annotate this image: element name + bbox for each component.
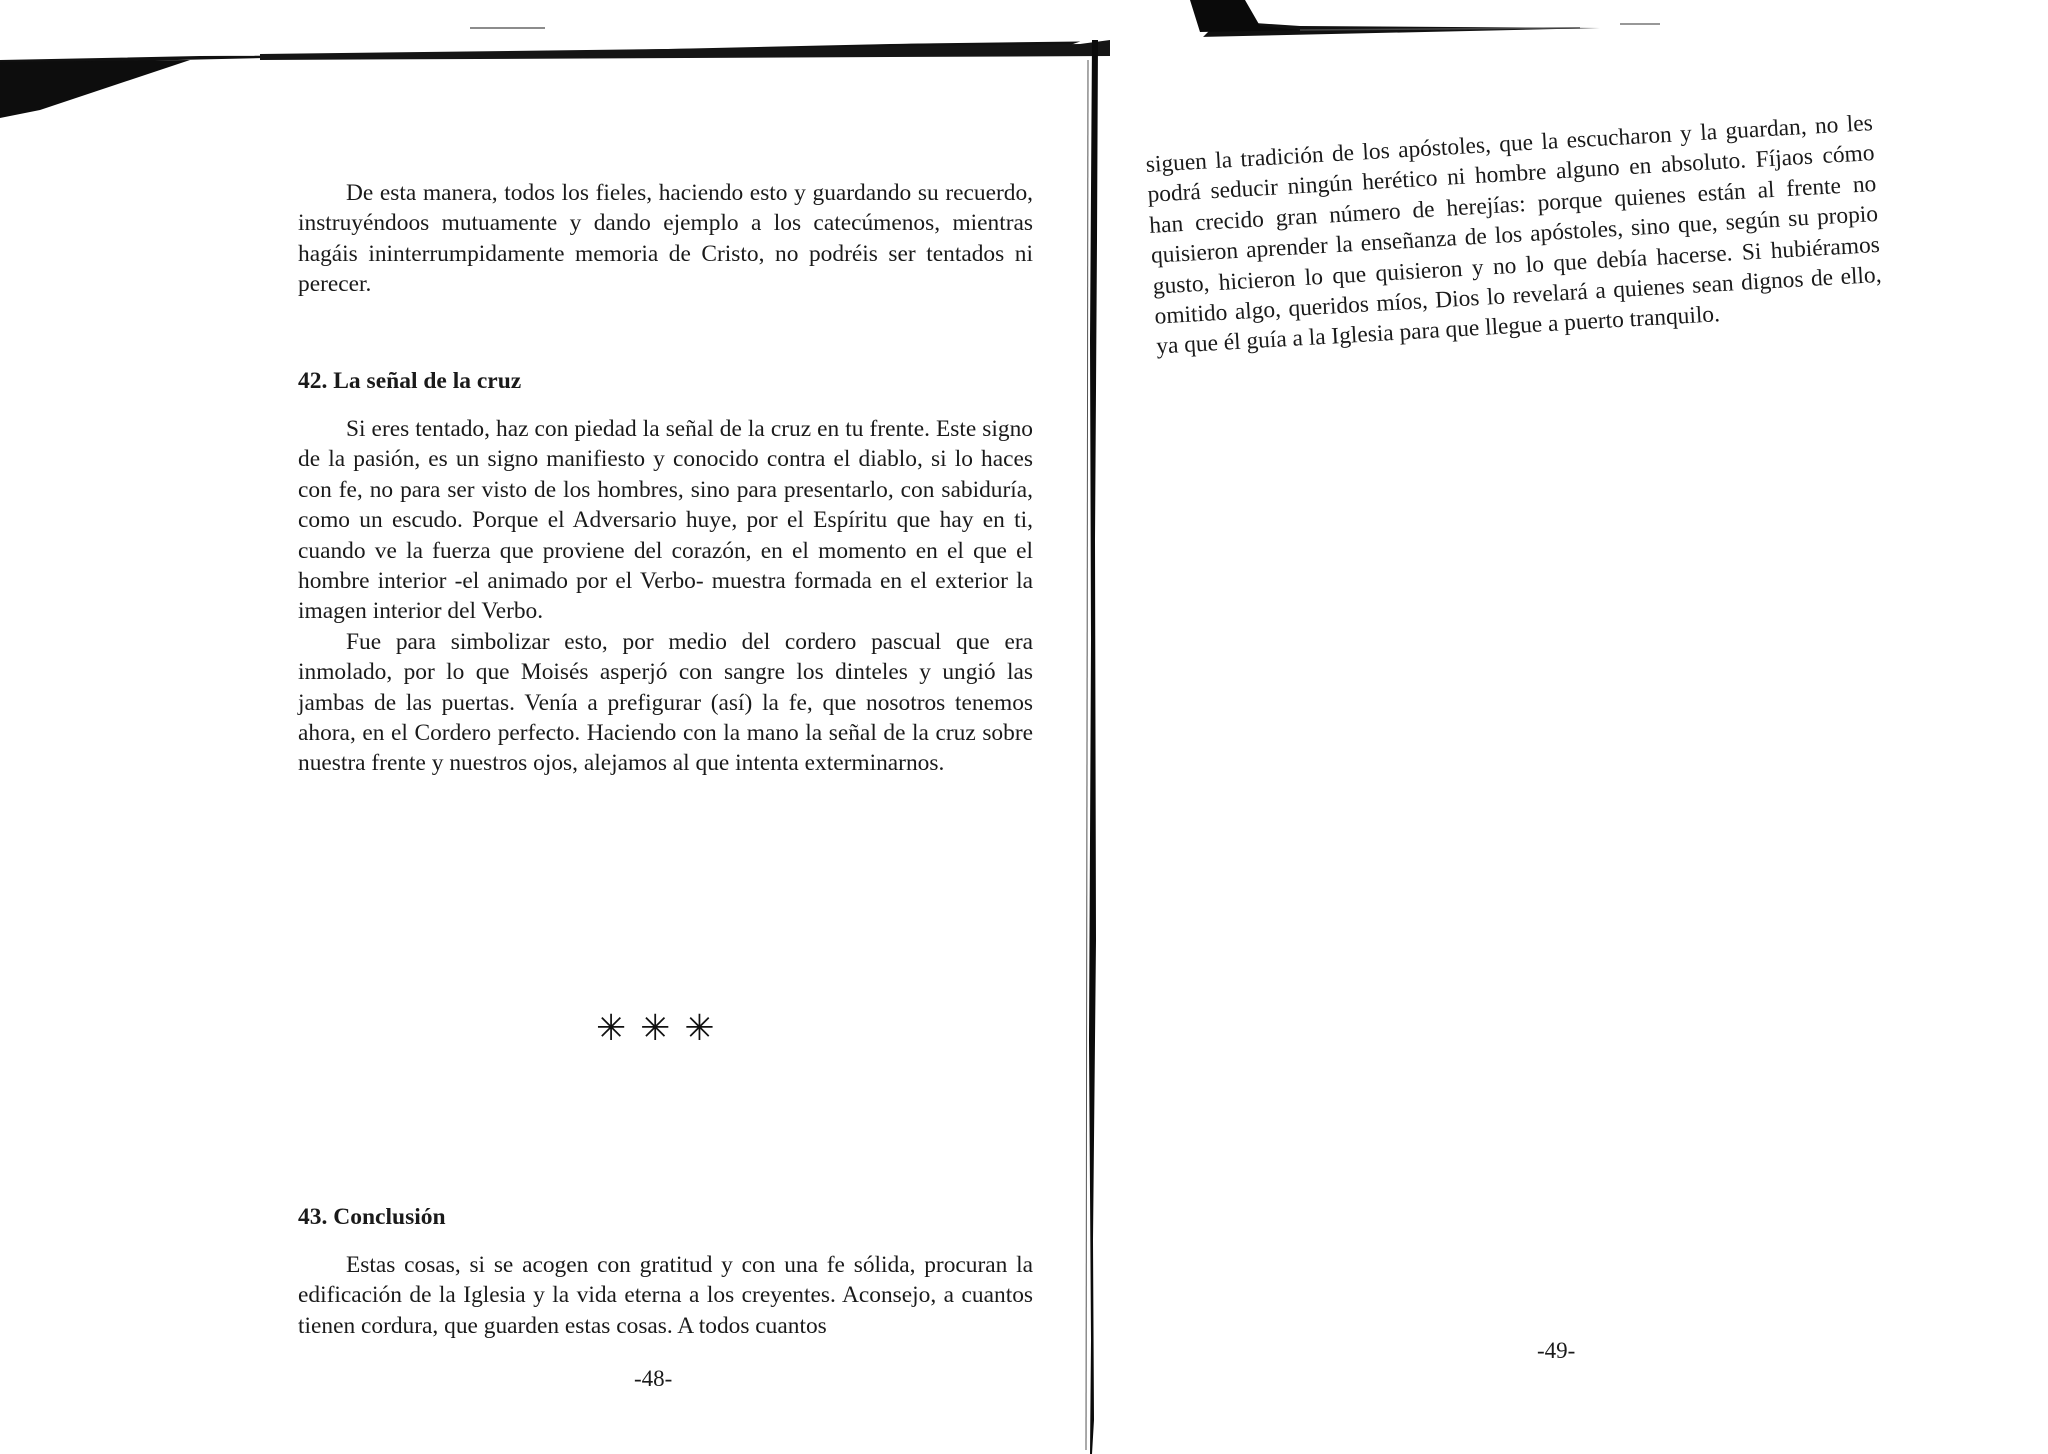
- right-page-paragraph: siguen la tradición de los apóstoles, que la escucharon y la guardan, no les podrá seducir ningún herético ni hombre alguno en absoluto. Fíjaos cómo han crecido gran número de herejías: porque quienes están al frente no quisieron aprender la enseñanza de los apóstoles, sino que, según su propio gusto, hicieron lo que quisieron y no lo que debía hacerse. Si hubiéramos omitido algo, queridos míos, Dios lo revelará a quienes sean dignos de ello, ya que él guía a la Iglesia para que llegue a puerto tranquilo.: [1145, 110, 1883, 361]
- section-42-paragraph-2: Fue para simbolizar esto, por medio del cordero pascual que era inmolado, por lo que Moisés asperjó con sangre los dinteles y ungió las jambas de las puertas. Venía a prefigurar (así) la fe, que nosotros tenemos ahora, en el Cordero perfecto. Haciendo con la mano la señal de la cruz sobre nuestra frente y nuestros ojos, alejamos al que intenta exterminarnos.: [298, 628, 1033, 777]
- section-42-body: [298, 414, 1033, 779]
- page-number-right: -49-: [1537, 1338, 1576, 1363]
- opening-paragraph: De esta manera, todos los fieles, haciendo esto y guardando su recuerdo, instruyéndoos mutuamente y dando ejemplo a los catecúmenos, mientras hagáis ininterrumpidamente memoria de Cristo, no podréis ser tentados ni perecer.: [298, 180, 1033, 298]
- binding-gutter: [1080, 40, 1110, 1454]
- section-43-body: [298, 1250, 1033, 1341]
- section-42-heading: 42. La señal de la cruz: [298, 368, 522, 394]
- section-42-paragraph-1: Si eres tentado, haz con piedad la señal de la cruz en tu frente. Este signo de la pasión, es un signo manifiesto y conocido contra el diablo, si lo haces con fe, no para ser visto de los hombres, sino para presentarlo, con sabiduría, como un escudo. Porque el Adversario huye, por el Espíritu que hay en ti, cuando ve la fuerza que proviene del corazón, en el momento en el que el hombre interior -el animado por el Verbo- muestra formada en el exterior la imagen interior del Verbo.: [298, 416, 1033, 625]
- section-43-paragraph: Estas cosas, si se acogen con gratitud y con una fe sólida, procuran la edificación de la Iglesia y la vida eterna a los creyentes. Aconsejo, a cuantos tienen cordura, que guarden estas cosas. A todos cuantos: [298, 1252, 1033, 1339]
- section-43-heading: 43. Conclusión: [298, 1204, 446, 1230]
- asterism-ornament: ✳✳✳: [596, 1008, 729, 1049]
- opening-paragraph-block: [298, 178, 1033, 300]
- page-number-left: -48-: [634, 1366, 673, 1391]
